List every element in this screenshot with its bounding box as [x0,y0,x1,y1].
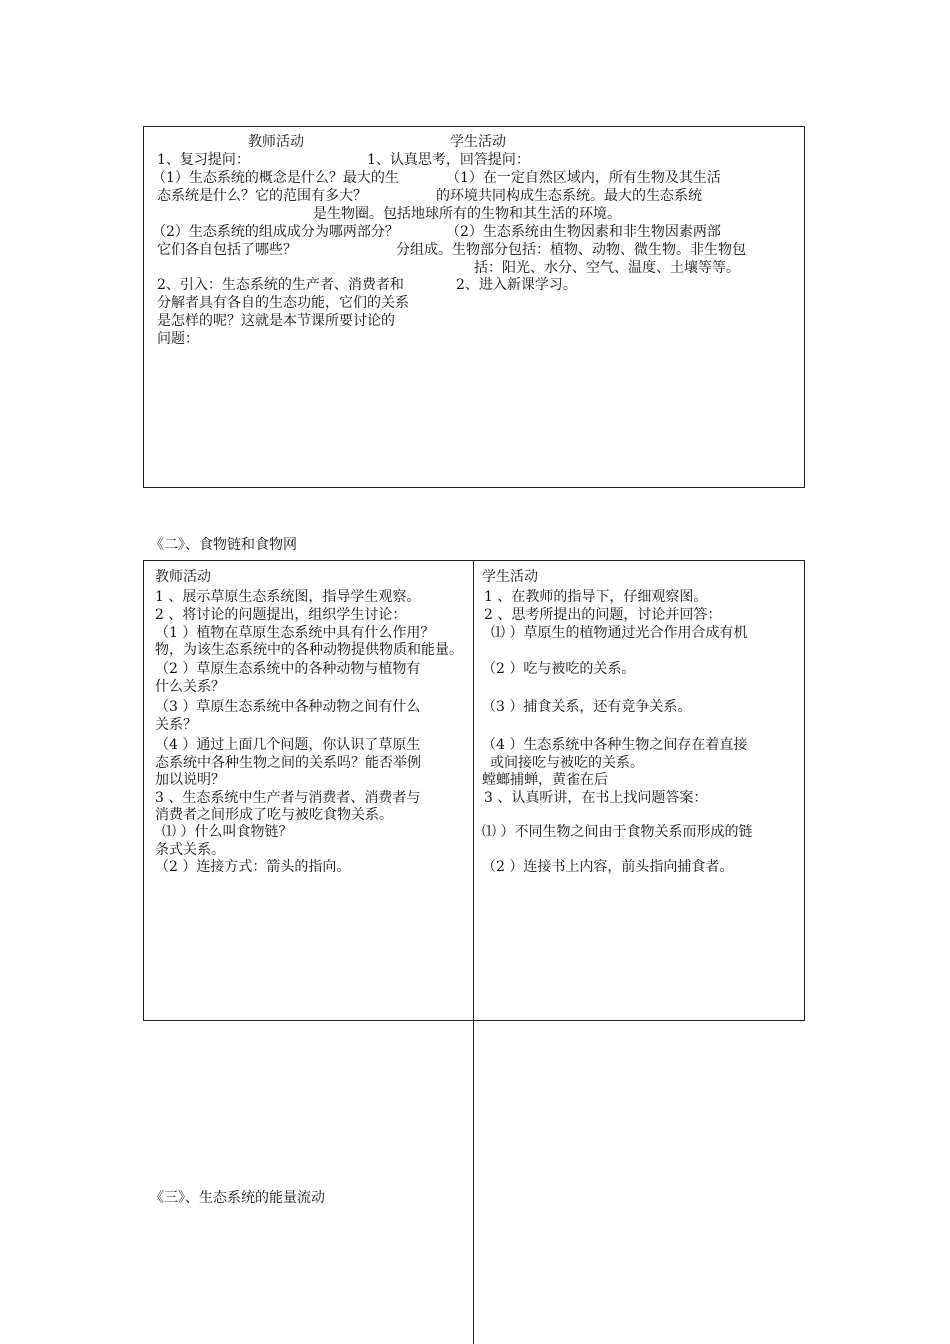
s2-teacher-line: 物，为该生态系统中的各种动物提供物质和能量。 [155,642,463,658]
s2-student-line: 1 、在教师的指导下，仔细观察图。 [484,589,708,605]
s1-line: 态系统是什么？它的范围有多大？ [157,188,367,204]
s1-line: （1）在一定自然区域内，所有生物及其生活 [446,170,721,186]
s1-line: 1、复习提问： [157,152,250,168]
section1-teacher-header: 教师活动 [248,134,304,150]
s1-line: 分解者具有各自的生态功能，它们的关系 [157,295,409,311]
s2-teacher-line: ⑴ ）什么叫食物链？ [162,824,293,840]
s2-student-line: 2 、思考所提出的问题，讨论并回答： [484,607,722,623]
s2-teacher-line: （3 ）草原生态系统中各种动物之间有什么 [155,699,421,715]
s2-student-line: （2 ）连接书上内容，前头指向捕食者。 [482,859,734,875]
column-divider [473,560,474,1344]
s2-teacher-line: 态系统中各种生物之间的关系吗？能否举例 [155,755,421,771]
s1-line: 2、进入新课学习。 [456,277,577,293]
section1-student-header: 学生活动 [450,134,506,150]
section2-title: 《二》、食物链和食物网 [150,537,297,553]
s2-teacher-line: （2 ）草原生态系统中的各种动物与植物有 [155,661,421,677]
s2-student-line: 或间接吃与被吃的关系。 [490,755,644,771]
s2-teacher-line: 关系？ [155,717,197,733]
s1-line: 括：阳光、水分、空气、温度、土壤等等。 [474,260,740,276]
s2-teacher-line: 加以说明？ [155,772,225,788]
s1-line: 是生物圈。包括地球所有的生物和其生活的环境。 [313,206,621,222]
s2-teacher-line: 什么关系？ [155,679,225,695]
s1-line: 分组成。生物部分包括：植物、动物、微生物。非生物包 [396,242,746,258]
s2-student-line: ⑴ ）草原生的植物通过光合作用合成有机 [491,625,748,641]
s1-line: 问题： [157,331,199,347]
s1-line: 的环境共同构成生态系统。最大的生态系统 [436,188,702,204]
s2-teacher-line: 3 、生态系统中生产者与消费者、消费者与 [155,790,421,806]
section2-teacher-header: 教师活动 [155,569,211,585]
section2-student-header: 学生活动 [482,569,538,585]
s1-line: （2）生态系统由生物因素和非生物因素两部 [446,224,721,240]
s1-line: 1、认真思考，回答提问： [367,152,530,168]
s2-student-line: （2 ）吃与被吃的关系。 [482,661,636,677]
s1-line: （2）生态系统的组成成分为哪两部分？ [152,224,399,240]
s2-teacher-line: 1 、展示草原生态系统图，指导学生观察。 [155,589,421,605]
s2-teacher-line: 消费者之间形成了吃与被吃食物关系。 [155,807,393,823]
s2-teacher-line: （2 ）连接方式：箭头的指向。 [155,859,351,875]
s2-teacher-line: 条式关系。 [155,842,225,858]
s2-student-line: ⑴ ）不同生物之间由于食物关系而形成的链 [482,824,753,840]
s2-student-line: （3 ）捕食关系，还有竞争关系。 [482,699,692,715]
s2-teacher-line: 2 、将讨论的问题提出，组织学生讨论： [155,607,407,623]
s1-line: 它们各自包括了哪些？ [157,242,297,258]
section3-title: 《三》、生态系统的能量流动 [150,1190,325,1206]
s2-teacher-line: （4 ）通过上面几个问题，你认识了草原生 [155,737,421,753]
s2-student-line: 螳螂捕蝉，黄雀在后 [482,772,608,788]
s1-line: （1）生态系统的概念是什么？最大的生 [152,170,399,186]
s1-line: 是怎样的呢？这就是本节课所要讨论的 [157,313,395,329]
s1-line: 2、引入：生态系统的生产者、消费者和 [157,277,404,293]
s2-student-line: （4 ）生态系统中各种生物之间存在着直接 [482,737,748,753]
s2-teacher-line: （1 ）植物在草原生态系统中具有什么作用？ [155,625,435,641]
s2-student-line: 3 、认真听讲，在书上找问题答案： [484,790,708,806]
